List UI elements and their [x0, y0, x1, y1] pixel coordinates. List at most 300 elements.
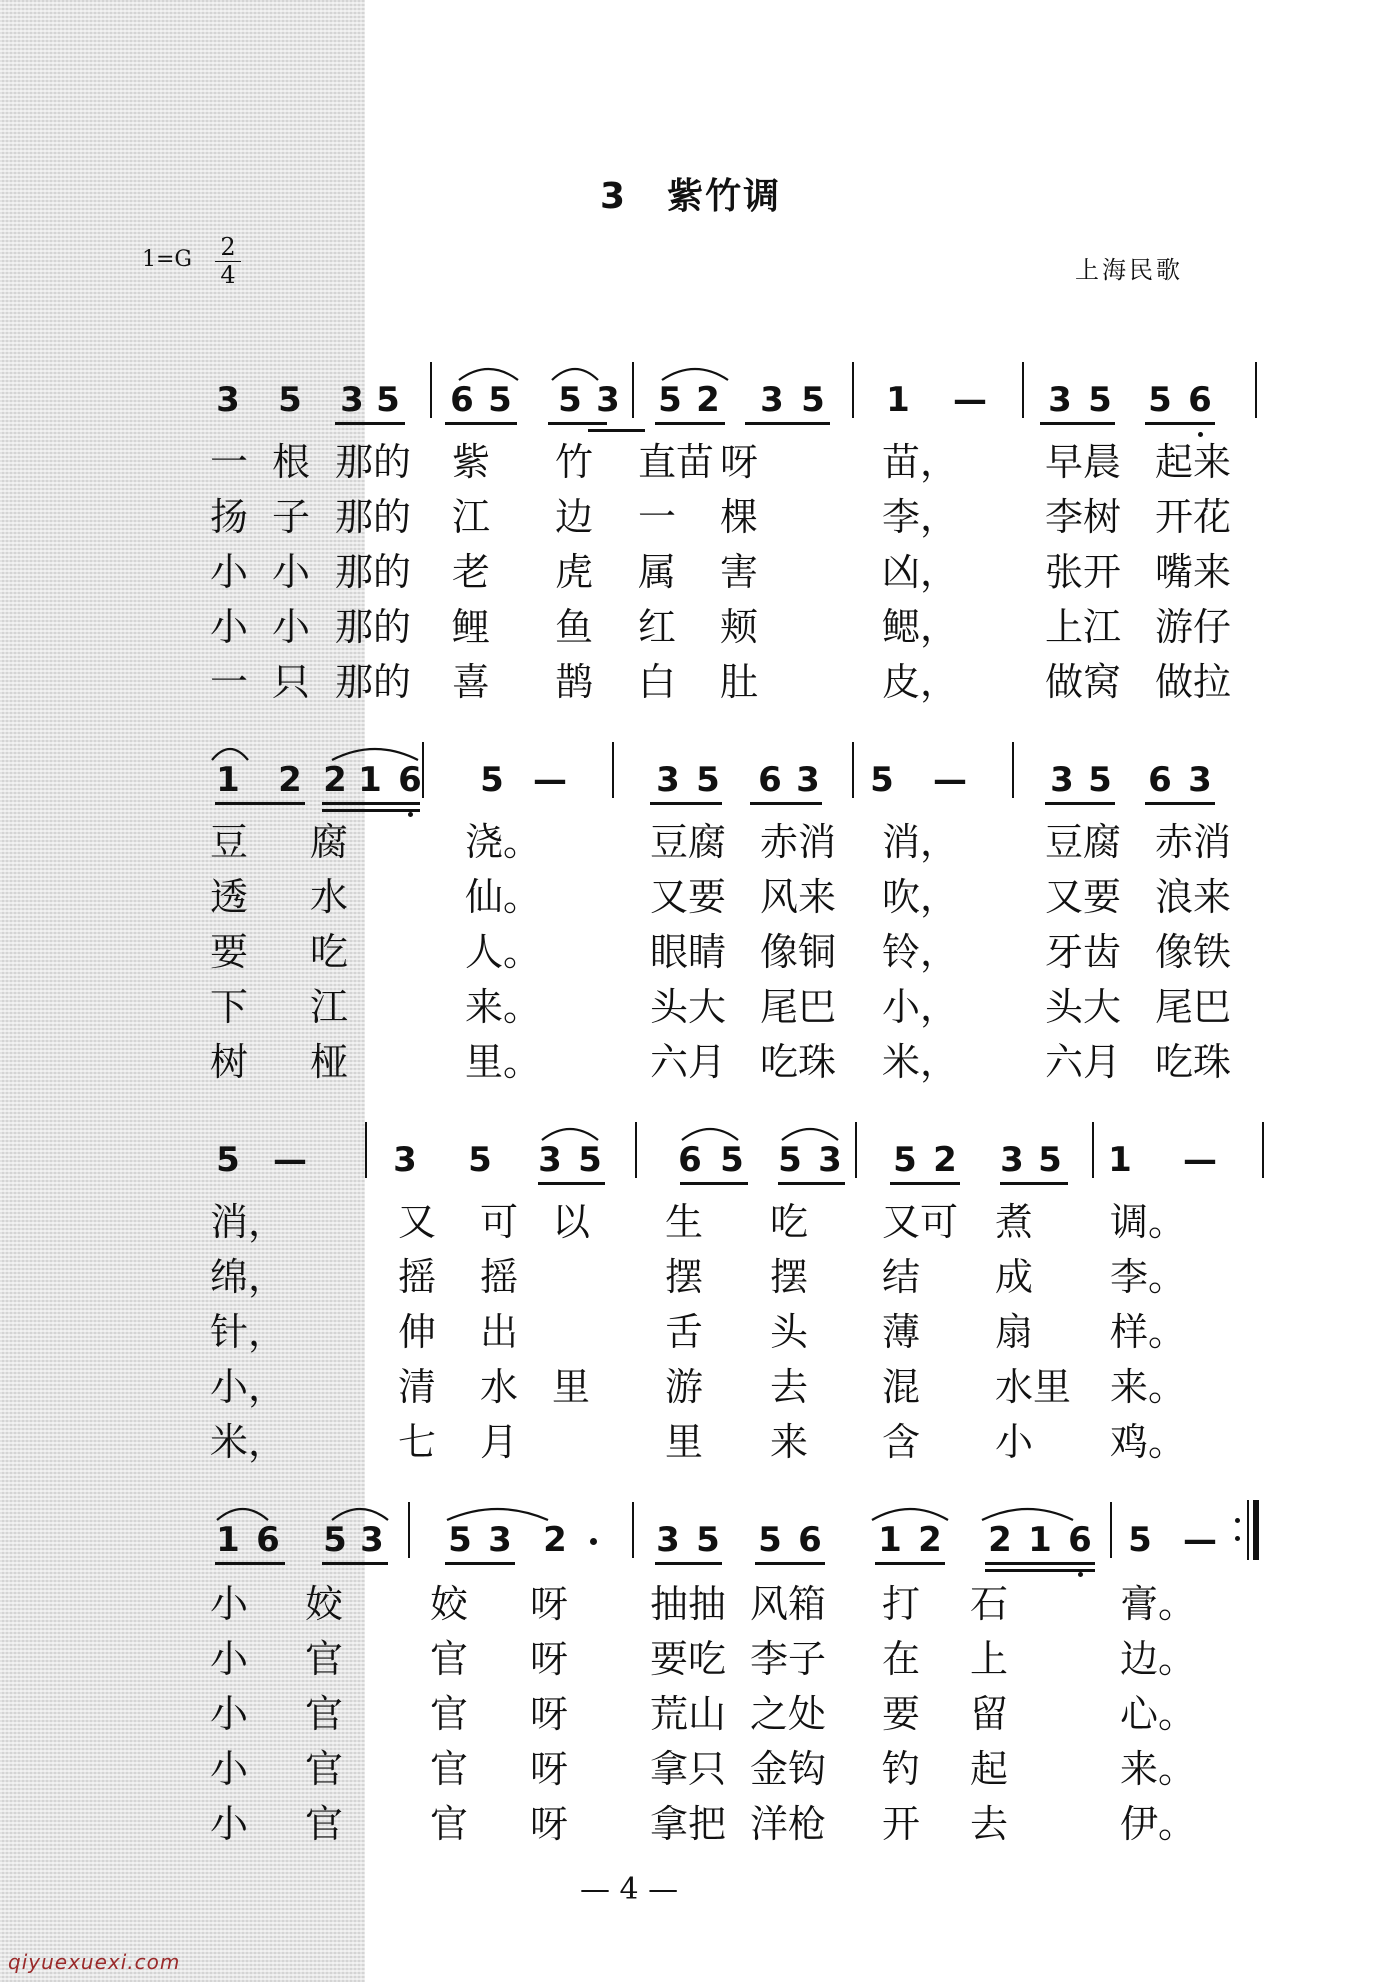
note: 5	[323, 1520, 347, 1560]
barline	[1262, 1122, 1264, 1178]
lyric-syllable: 豆腐	[1045, 820, 1122, 864]
slur-arc	[457, 364, 520, 382]
lyric-syllable: 竹	[555, 440, 594, 484]
lyric-syllable: 姣	[305, 1582, 344, 1626]
note: —	[1183, 1140, 1217, 1180]
barline	[852, 362, 854, 418]
note: 6	[256, 1520, 280, 1560]
lyric-syllable: 凶，	[882, 550, 959, 594]
lyric-syllable: 李子	[750, 1637, 827, 1681]
lyric-syllable: 里	[665, 1420, 704, 1464]
beam-underline	[778, 1182, 845, 1185]
lyric-syllable: 豆	[210, 820, 249, 864]
lyric-syllable: 来。	[1110, 1365, 1187, 1409]
lyric-syllable: 石	[970, 1582, 1009, 1626]
beam-underline	[445, 1562, 515, 1565]
note: 5	[658, 380, 682, 420]
note: 6	[1068, 1520, 1092, 1560]
lyric-syllable: 煮	[995, 1200, 1034, 1244]
lyric-syllable: 起	[970, 1747, 1009, 1791]
lyric-syllable: 水	[310, 875, 349, 919]
beam-underline	[655, 422, 725, 425]
lyric-syllable: 开	[882, 1802, 921, 1846]
note: 5	[1128, 1520, 1152, 1560]
lyric-syllable: 消，	[882, 820, 959, 864]
slur-arc	[780, 1124, 840, 1142]
note: 6	[678, 1140, 702, 1180]
lyric-syllable: 官	[430, 1637, 469, 1681]
lyric-syllable: 游	[665, 1365, 704, 1409]
lyric-syllable: 小	[272, 550, 311, 594]
note: —	[933, 760, 967, 800]
lyric-syllable: 六月	[650, 1040, 727, 1084]
note: —	[953, 380, 987, 420]
lyric-syllable: 皮，	[882, 660, 959, 704]
lyric-syllable: 鲤	[452, 605, 491, 649]
lyric-syllable: 一	[210, 440, 249, 484]
slur-arc	[215, 1504, 270, 1522]
lyric-syllable: 李树	[1045, 495, 1122, 539]
meter-bottom: 4	[220, 261, 236, 289]
lyric-syllable: 呀	[530, 1802, 569, 1846]
lyric-syllable: 喜	[452, 660, 491, 704]
lyric-syllable: 尾巴	[760, 985, 837, 1029]
lyric-syllable: 红	[638, 605, 677, 649]
slur-arc	[870, 1504, 950, 1522]
lyric-syllable: 李。	[1110, 1255, 1187, 1299]
note: 5	[758, 1520, 782, 1560]
note: 5	[480, 760, 504, 800]
lyric-syllable: 小	[210, 605, 249, 649]
lyric-syllable: 紫	[452, 440, 491, 484]
beam-underline	[1145, 802, 1215, 805]
lyric-syllable: 小，	[210, 1365, 287, 1409]
lyric-syllable: 摇	[480, 1255, 519, 1299]
lyric-syllable: 成	[995, 1255, 1034, 1299]
note: 5	[1088, 380, 1112, 420]
lyric-syllable: 打	[882, 1582, 921, 1626]
lyric-syllable: 小	[210, 1692, 249, 1736]
lyric-syllable: 游仔	[1155, 605, 1232, 649]
lyric-syllable: 绵，	[210, 1255, 287, 1299]
lyric-syllable: 以	[552, 1200, 591, 1244]
lyric-syllable: 白	[638, 660, 677, 704]
note: 2	[988, 1520, 1012, 1560]
barline	[365, 1122, 367, 1178]
lyric-syllable: 小	[210, 1637, 249, 1681]
slur-arc	[210, 744, 250, 762]
lyric-syllable: 钓	[882, 1747, 921, 1791]
note: 3	[488, 1520, 512, 1560]
slur-arc	[680, 1124, 740, 1142]
lyric-syllable: 棵	[720, 495, 759, 539]
lyric-syllable: 姣	[430, 1582, 469, 1626]
lyric-syllable: 上江	[1045, 605, 1122, 649]
barline	[852, 742, 854, 798]
lyric-syllable: 官	[305, 1637, 344, 1681]
note: 6	[1188, 380, 1212, 420]
beam-underline	[215, 802, 305, 805]
lyric-syllable: 只	[272, 660, 311, 704]
repeat-dot	[1235, 1536, 1240, 1541]
beam-underline	[335, 422, 405, 425]
lyric-syllable: 肚	[720, 660, 759, 704]
song-title	[600, 168, 781, 219]
lyric-syllable: 头	[770, 1310, 809, 1354]
lyric-syllable: 去	[970, 1802, 1009, 1846]
lyric-syllable: 伊。	[1120, 1802, 1197, 1846]
lyric-syllable: 小	[210, 1747, 249, 1791]
lyric-syllable: 官	[305, 1747, 344, 1791]
lyric-syllable: 害	[720, 550, 759, 594]
note: 1	[216, 760, 240, 800]
note: 2	[933, 1140, 957, 1180]
note: 5	[870, 760, 894, 800]
note: 5	[278, 380, 302, 420]
note: 3	[1050, 760, 1074, 800]
beam-underline	[650, 802, 722, 805]
lyric-syllable: 金钩	[750, 1747, 827, 1791]
lyric-syllable: 摆	[665, 1255, 704, 1299]
note: 6	[1148, 760, 1172, 800]
note: 5	[696, 1520, 720, 1560]
song-origin: 上海民歌	[1075, 256, 1183, 284]
lyric-syllable: 又可	[882, 1200, 959, 1244]
lyric-syllable: 小	[210, 1802, 249, 1846]
lyric-syllable: 那的	[335, 495, 412, 539]
lyric-syllable: 混	[882, 1365, 921, 1409]
lyric-syllable: 呀	[720, 440, 759, 484]
lyric-syllable: 来。	[465, 985, 542, 1029]
lyric-syllable: 颊	[720, 605, 759, 649]
beam-underline	[890, 1182, 960, 1185]
lyric-syllable: 之处	[750, 1692, 827, 1736]
note: 6	[398, 760, 422, 800]
lyric-syllable: 吃	[310, 930, 349, 974]
lyric-syllable: 舌	[665, 1310, 704, 1354]
lyric-syllable: 尾巴	[1155, 985, 1232, 1029]
note: 1	[878, 1520, 902, 1560]
song-number: 3	[600, 176, 628, 217]
lyric-syllable: 早晨	[1045, 440, 1122, 484]
beam-underline	[1045, 802, 1115, 805]
note: 1	[1108, 1140, 1132, 1180]
beam-underline	[588, 429, 645, 432]
lyric-syllable: 又要	[650, 875, 727, 919]
note: 5	[801, 380, 825, 420]
beam-underline	[322, 809, 420, 812]
lyric-syllable: 米，	[882, 1040, 959, 1084]
lyric-syllable: 水	[480, 1365, 519, 1409]
barline	[632, 1502, 634, 1558]
lyric-syllable: 荒山	[650, 1692, 727, 1736]
lyric-syllable: 小	[210, 1582, 249, 1626]
lyric-syllable: 风箱	[750, 1582, 827, 1626]
lyric-syllable: 官	[305, 1692, 344, 1736]
lyric-syllable: 米，	[210, 1420, 287, 1464]
slur-arc	[330, 744, 420, 762]
slur-arc	[660, 364, 730, 382]
lyric-syllable: 要吃	[650, 1637, 727, 1681]
lyric-syllable: 桠	[310, 1040, 349, 1084]
beam-underline	[875, 1562, 945, 1565]
note: 5	[488, 380, 512, 420]
beam-underline	[322, 1562, 388, 1565]
lyric-syllable: 做拉	[1155, 660, 1232, 704]
note: 5	[376, 380, 400, 420]
lyric-syllable: 仙。	[465, 875, 542, 919]
repeat-dot	[1235, 1518, 1240, 1523]
note: 5	[216, 1140, 240, 1180]
note: —	[1183, 1520, 1217, 1560]
lyric-syllable: 膏。	[1120, 1582, 1197, 1626]
note: 3	[818, 1140, 842, 1180]
note: 5	[1088, 760, 1112, 800]
barline	[635, 1122, 637, 1178]
lyric-syllable: 里。	[465, 1040, 542, 1084]
lyric-syllable: 薄	[882, 1310, 921, 1354]
note: 6	[798, 1520, 822, 1560]
barline	[1110, 1502, 1112, 1558]
beam-underline	[680, 1182, 748, 1185]
barline	[1022, 362, 1024, 418]
note: 5	[720, 1140, 744, 1180]
note: 3	[393, 1140, 417, 1180]
note: 1	[1028, 1520, 1052, 1560]
lyric-syllable: 做窝	[1045, 660, 1122, 704]
lyric-syllable: 李，	[882, 495, 959, 539]
lyric-syllable: 来。	[1120, 1747, 1197, 1791]
watermark-text: qiyuexuexi.com	[8, 1950, 181, 1974]
note: —	[533, 760, 567, 800]
lyric-syllable: 浪来	[1155, 875, 1232, 919]
beam-underline	[750, 802, 822, 805]
slur-arc	[330, 1504, 390, 1522]
lyric-syllable: 清	[398, 1365, 437, 1409]
lyric-syllable: 官	[430, 1692, 469, 1736]
lyric-syllable: 直苗	[638, 440, 715, 484]
beam-underline	[1145, 422, 1215, 425]
time-signature	[215, 234, 241, 289]
page-number: — 4 —	[580, 1872, 679, 1907]
song-name: 紫竹调	[667, 176, 782, 217]
lyric-syllable: 呀	[530, 1582, 569, 1626]
beam-underline	[755, 1562, 825, 1565]
lyric-syllable: 结	[882, 1255, 921, 1299]
note: 5	[448, 1520, 472, 1560]
note: 3	[796, 760, 820, 800]
augmentation-dot	[590, 1538, 597, 1545]
note: 3	[760, 380, 784, 420]
lyric-syllable: 那的	[335, 605, 412, 649]
beam-underline	[655, 1562, 722, 1565]
note: 3	[596, 380, 620, 420]
lyric-syllable: 一	[638, 495, 677, 539]
lyric-syllable: 又	[398, 1200, 437, 1244]
lyric-syllable: 张开	[1045, 550, 1122, 594]
barline	[1092, 1122, 1094, 1178]
barline	[855, 1122, 857, 1178]
lyric-syllable: 小	[210, 550, 249, 594]
note: 5	[1148, 380, 1172, 420]
lyric-syllable: 呀	[530, 1747, 569, 1791]
lyric-syllable: 要	[882, 1692, 921, 1736]
lyric-syllable: 小	[272, 605, 311, 649]
lyric-syllable: 开花	[1155, 495, 1232, 539]
lyric-syllable: 吃珠	[1155, 1040, 1232, 1084]
note: 3	[340, 380, 364, 420]
meter-top: 2	[220, 233, 236, 261]
lyric-syllable: 抽抽	[650, 1582, 727, 1626]
beam-underline	[538, 1182, 605, 1185]
lyric-syllable: 小	[995, 1420, 1034, 1464]
lyric-syllable: 吹，	[882, 875, 959, 919]
lyric-syllable: 吃	[770, 1200, 809, 1244]
note: 1	[216, 1520, 240, 1560]
note: 2	[696, 380, 720, 420]
lyric-syllable: 江	[310, 985, 349, 1029]
lyric-syllable: 虎	[555, 550, 594, 594]
beam-underline	[445, 422, 517, 425]
lyric-syllable: 鳃，	[882, 605, 959, 649]
low-octave-dot	[1198, 432, 1203, 437]
lyric-syllable: 要	[210, 930, 249, 974]
lyric-syllable: 可	[480, 1200, 519, 1244]
lyric-syllable: 月	[480, 1420, 519, 1464]
slur-arc	[540, 1124, 600, 1142]
note: 5	[578, 1140, 602, 1180]
note: 3	[1000, 1140, 1024, 1180]
lyric-syllable: 树	[210, 1040, 249, 1084]
lyric-syllable: 像铜	[760, 930, 837, 974]
lyric-syllable: 在	[882, 1637, 921, 1681]
lyric-syllable: 赤消	[1155, 820, 1232, 864]
lyric-syllable: 官	[430, 1747, 469, 1791]
lyric-syllable: 下	[210, 985, 249, 1029]
note: 3	[538, 1140, 562, 1180]
lyric-syllable: 苗，	[882, 440, 959, 484]
lyric-syllable: 赤消	[760, 820, 837, 864]
lyric-syllable: 豆腐	[650, 820, 727, 864]
barline	[422, 742, 424, 798]
beam-underline	[322, 802, 420, 805]
beam-underline	[1000, 1182, 1068, 1185]
lyric-syllable: 子	[272, 495, 311, 539]
lyric-syllable: 头大	[650, 985, 727, 1029]
lyric-syllable: 拿把	[650, 1802, 727, 1846]
lyric-syllable: 牙齿	[1045, 930, 1122, 974]
note: 3	[656, 760, 680, 800]
lyric-syllable: 针，	[210, 1310, 287, 1354]
lyric-syllable: 吃珠	[760, 1040, 837, 1084]
note: 5	[696, 760, 720, 800]
lyric-syllable: 扬	[210, 495, 249, 539]
lyric-syllable: 样。	[1110, 1310, 1187, 1354]
repeat-thick-bar	[1253, 1500, 1259, 1560]
barline	[612, 742, 614, 798]
lyric-syllable: 心。	[1120, 1692, 1197, 1736]
lyric-syllable: 摇	[398, 1255, 437, 1299]
beam-underline	[745, 422, 830, 425]
lyric-syllable: 嘴来	[1155, 550, 1232, 594]
lyric-syllable: 留	[970, 1692, 1009, 1736]
lyric-syllable: 铃，	[882, 930, 959, 974]
lyric-syllable: 风来	[760, 875, 837, 919]
lyric-syllable: 扇	[995, 1310, 1034, 1354]
lyric-syllable: 摆	[770, 1255, 809, 1299]
slur-arc	[445, 1504, 550, 1522]
note: 2	[543, 1520, 567, 1560]
note: 3	[656, 1520, 680, 1560]
lyric-syllable: 官	[430, 1802, 469, 1846]
lyric-syllable: 水里	[995, 1365, 1072, 1409]
lyric-syllable: 起来	[1155, 440, 1232, 484]
lyric-syllable: 含	[882, 1420, 921, 1464]
lyric-syllable: 像铁	[1155, 930, 1232, 974]
lyric-syllable: 那的	[335, 440, 412, 484]
lyric-syllable: 消，	[210, 1200, 287, 1244]
lyric-syllable: 那的	[335, 550, 412, 594]
note: 6	[758, 760, 782, 800]
lyric-syllable: 那的	[335, 660, 412, 704]
note: 5	[778, 1140, 802, 1180]
lyric-syllable: 鱼	[555, 605, 594, 649]
low-octave-dot	[408, 812, 413, 817]
note: 6	[450, 380, 474, 420]
note: 5	[1038, 1140, 1062, 1180]
lyric-syllable: 里	[552, 1365, 591, 1409]
lyric-syllable: 伸	[398, 1310, 437, 1354]
note: 3	[1048, 380, 1072, 420]
lyric-syllable: 出	[480, 1310, 519, 1354]
lyric-syllable: 官	[305, 1802, 344, 1846]
lyric-syllable: 又要	[1045, 875, 1122, 919]
lyric-syllable: 属	[638, 550, 677, 594]
lyric-syllable: 呀	[530, 1637, 569, 1681]
barline	[632, 362, 634, 418]
lyric-syllable: 调。	[1110, 1200, 1187, 1244]
lyric-syllable: 人。	[465, 930, 542, 974]
lyric-syllable: 鸡。	[1110, 1420, 1187, 1464]
barline	[1012, 742, 1014, 798]
lyric-syllable: 鹊	[555, 660, 594, 704]
lyric-syllable: 透	[210, 875, 249, 919]
note: 5	[893, 1140, 917, 1180]
lyric-syllable: 边。	[1120, 1637, 1197, 1681]
barline	[408, 1502, 410, 1558]
slur-arc	[980, 1504, 1075, 1522]
beam-underline	[1040, 422, 1115, 425]
barline	[430, 362, 432, 418]
repeat-thin-bar	[1247, 1500, 1249, 1560]
lyric-syllable: 上	[970, 1637, 1009, 1681]
note: 1	[358, 760, 382, 800]
beam-underline	[985, 1562, 1095, 1565]
lyric-syllable: 呀	[530, 1692, 569, 1736]
note: 2	[323, 760, 347, 800]
lyric-syllable: 拿只	[650, 1747, 727, 1791]
lyric-syllable: 七	[398, 1420, 437, 1464]
low-octave-dot	[1078, 1572, 1083, 1577]
lyric-syllable: 小，	[882, 985, 959, 1029]
lyric-syllable: 根	[272, 440, 311, 484]
lyric-syllable: 浇。	[465, 820, 542, 864]
note: 1	[886, 380, 910, 420]
note: 2	[278, 760, 302, 800]
barline	[1255, 362, 1257, 418]
note: 3	[360, 1520, 384, 1560]
note: 5	[558, 380, 582, 420]
